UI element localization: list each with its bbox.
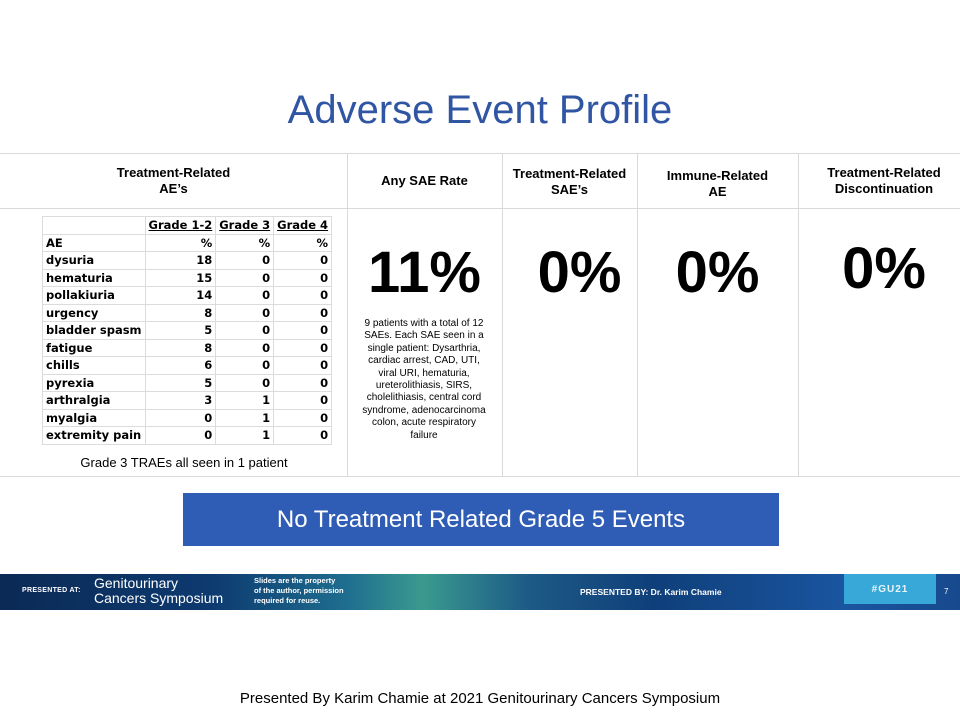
table-cell: 0 [274,357,332,375]
table-cell: 0 [274,427,332,445]
copyright-notice [254,576,344,606]
table-cell: 8 [145,304,216,322]
table-cell: pollakiuria [43,287,146,305]
header-label: Treatment-Related SAE’s [512,166,627,197]
header-rule [0,208,960,209]
meeting-name-line: Cancers Symposium [94,590,224,606]
table-row [43,357,332,375]
table-cell: arthralgia [43,392,146,410]
table-cell: hematuria [43,269,146,287]
table-cell: 0 [216,357,274,375]
table-cell: 0 [216,252,274,270]
header-label: Any SAE Rate [381,172,468,188]
header-discontinuation [798,153,960,208]
sae-description: 9 patients with a total of 12 SAEs. Each SAE seen in a single patient: Dysarthria, cardiac arrest, CAD, UTI, viral URI, hematuria, ureterolithiasis, SIRS, cholelithiasis, central cord syndrome, adenocarcinoma colon, acute respiratory failure [362,318,486,441]
table-header-row [43,217,332,235]
table-cell: chills [43,357,146,375]
table-cell: 0 [216,374,274,392]
ae-table [42,216,332,445]
table-cell: 0 [216,304,274,322]
table-cell: 18 [145,252,216,270]
presented-at-label: PRESENTED AT: [22,587,81,594]
meeting-name-line: Genitourinary [94,575,179,591]
table-row [43,287,332,305]
immune-related-ae-value: 0% [675,240,760,305]
table-bottom-rule [0,476,960,477]
table-cell: 0 [216,322,274,340]
header-label: Immune-Related AE [666,167,769,199]
table-cell: 0 [274,269,332,287]
header-treatment-related-saes [502,153,637,208]
table-row [43,304,332,322]
table-cell: 0 [145,409,216,427]
table-cell: 0 [274,392,332,410]
header-label: Treatment-Related Discontinuation [827,165,941,196]
header-label: Treatment-Related AE’s [116,164,231,196]
page-number: 7 [944,587,949,596]
table-cell: bladder spasm [43,322,146,340]
header-treatment-related-aes [0,153,347,208]
table-row [43,252,332,270]
copyright-line: Slides are the property [254,576,336,585]
header-immune-related-ae [637,153,798,208]
conference-footer-bar [0,574,960,610]
table-cell: 0 [274,374,332,392]
table-cell: 0 [216,287,274,305]
table-cell: 0 [274,252,332,270]
table-cell: 0 [274,287,332,305]
presenter-credit: Presented By Karim Chamie at 2021 Genitourinary Cancers Symposium [239,690,721,707]
table-cell: urgency [43,304,146,322]
table-cell: Grade 1-2 [145,217,216,235]
table-cell: Grade 3 [216,217,274,235]
table-cell: pyrexia [43,374,146,392]
table-cell: % [145,234,216,252]
table-row [43,339,332,357]
table-cell: myalgia [43,409,146,427]
header-any-sae-rate [347,153,502,208]
table-cell: 1 [216,392,274,410]
table-cell: 0 [145,427,216,445]
table-cell [43,217,146,235]
table-cell: 0 [274,409,332,427]
table-row [43,427,332,445]
table-row [43,409,332,427]
table-cell: 0 [216,339,274,357]
table-row [43,392,332,410]
discontinuation-value: 0% [842,236,926,301]
table-unit-row [43,234,332,252]
table-cell: 5 [145,322,216,340]
table-cell: AE [43,234,146,252]
table-row [43,269,332,287]
treatment-related-sae-value: 0% [537,240,622,305]
grade5-banner: No Treatment Related Grade 5 Events [183,493,779,546]
table-cell: 14 [145,287,216,305]
table-cell: 1 [216,409,274,427]
table-cell: 1 [216,427,274,445]
copyright-line: of the author, permission [254,586,344,595]
table-cell: % [216,234,274,252]
table-cell: 0 [274,339,332,357]
table-cell: dysuria [43,252,146,270]
table-cell: 0 [274,304,332,322]
table-row [43,374,332,392]
copyright-line: required for reuse. [254,596,321,605]
table-cell: 0 [216,269,274,287]
table-cell: 6 [145,357,216,375]
table-cell: % [274,234,332,252]
table-cell: fatigue [43,339,146,357]
table-cell: Grade 4 [274,217,332,235]
table-cell: 15 [145,269,216,287]
table-cell: 0 [274,322,332,340]
table-cell: 3 [145,392,216,410]
any-sae-rate-value: 11% [368,240,481,305]
slide-title: Adverse Event Profile [287,88,673,132]
table-cell: 5 [145,374,216,392]
table-cell: extremity pain [43,427,146,445]
table-row [43,322,332,340]
hashtag-badge: #GU21 [844,574,936,604]
presenter-label: PRESENTED BY: Dr. Karim Chamie [580,587,722,597]
meeting-name [94,576,223,606]
table-footnote: Grade 3 TRAEs all seen in 1 patient [80,455,288,470]
table-cell: 8 [145,339,216,357]
